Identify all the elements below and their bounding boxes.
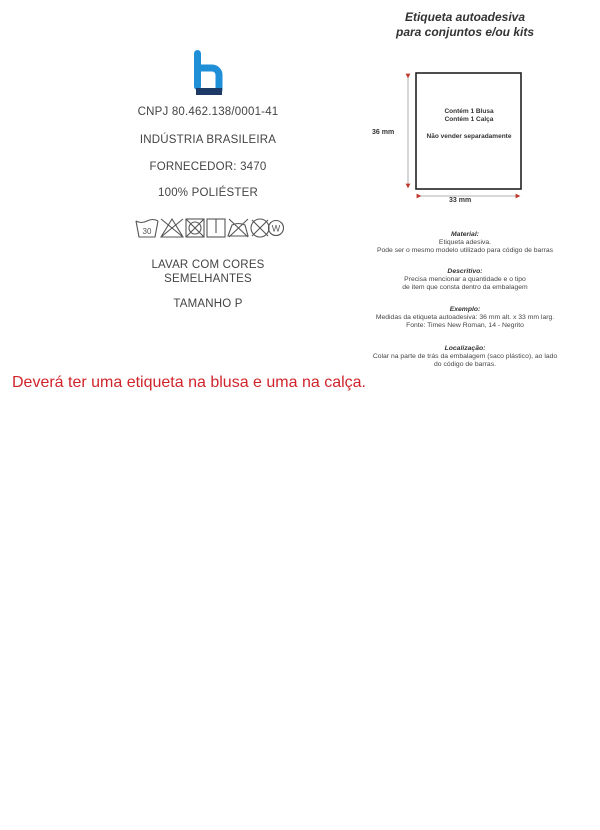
descritivo-line1: Precisa mencionar a quantidade e o tipo <box>404 276 526 284</box>
line-dry-icon <box>207 219 225 237</box>
descritivo-heading: Descritivo: <box>447 268 483 275</box>
material-section <box>340 231 590 256</box>
no-tumble-dry-icon <box>186 219 204 237</box>
localizacao-line2: do código de barras. <box>434 361 496 369</box>
spec-title-line1: Etiqueta autoadesiva <box>404 10 526 24</box>
height-label: 36 mm <box>372 129 395 136</box>
sticker-line1: Contém 1 Blusa <box>444 108 494 115</box>
care-symbols <box>134 216 284 240</box>
origin-text: INDÚSTRIA BRASILEIRA <box>139 134 277 146</box>
localizacao-line1: Colar na parte de trás da embalagem (saco plástico), ao lado <box>372 353 558 361</box>
sticker-line2: Contém 1 Calça <box>444 116 494 123</box>
localizacao-section <box>340 345 590 370</box>
width-label: 33 mm <box>449 197 472 204</box>
brand-logo <box>186 48 226 100</box>
material-line2: Pode ser o mesmo modelo utilizado para código de barras <box>376 247 554 255</box>
care-line2: SEMELHANTES <box>164 273 252 285</box>
material-line1: Etiqueta adesiva. <box>438 239 492 247</box>
exemplo-section <box>340 306 590 331</box>
descritivo-section <box>340 268 590 293</box>
wash-temp-text: 30 <box>142 227 152 236</box>
size-text: TAMANHO P <box>173 298 243 310</box>
descritivo-line2: de item que consta dentro da embalagem <box>402 284 528 292</box>
notice-text: Deverá ter uma etiqueta na blusa e uma na calça. <box>12 374 366 391</box>
wet-clean-icon <box>269 221 284 236</box>
no-bleach-icon <box>161 219 183 237</box>
localizacao-heading: Localização: <box>444 345 486 352</box>
sticker-text <box>417 108 521 141</box>
dry-clean-text: W <box>271 223 281 234</box>
sticker-dimension-diagram <box>395 66 535 216</box>
wash-30-icon <box>136 220 158 238</box>
care-line1: LAVAR COM CORES <box>151 259 265 271</box>
spec-title <box>360 10 570 40</box>
composition-text: 100% POLIÉSTER <box>158 187 258 199</box>
cnpj-text: CNPJ 80.462.138/0001-41 <box>137 106 279 118</box>
no-dry-clean-icon <box>251 219 269 237</box>
no-iron-icon <box>228 219 248 237</box>
sticker-line3: Não vender separadamente <box>426 133 512 140</box>
exemplo-heading: Exemplo: <box>449 306 481 313</box>
exemplo-line2: Fonte: Times New Roman, 14 - Negrito <box>406 322 524 330</box>
spec-title-line2: para conjuntos e/ou kits <box>395 25 535 39</box>
supplier-text: FORNECEDOR: 3470 <box>149 161 267 173</box>
material-heading: Material: <box>451 231 479 238</box>
exemplo-line1: Medidas da etiqueta autoadesiva: 36 mm alt. x 33 mm larg. <box>375 314 555 322</box>
